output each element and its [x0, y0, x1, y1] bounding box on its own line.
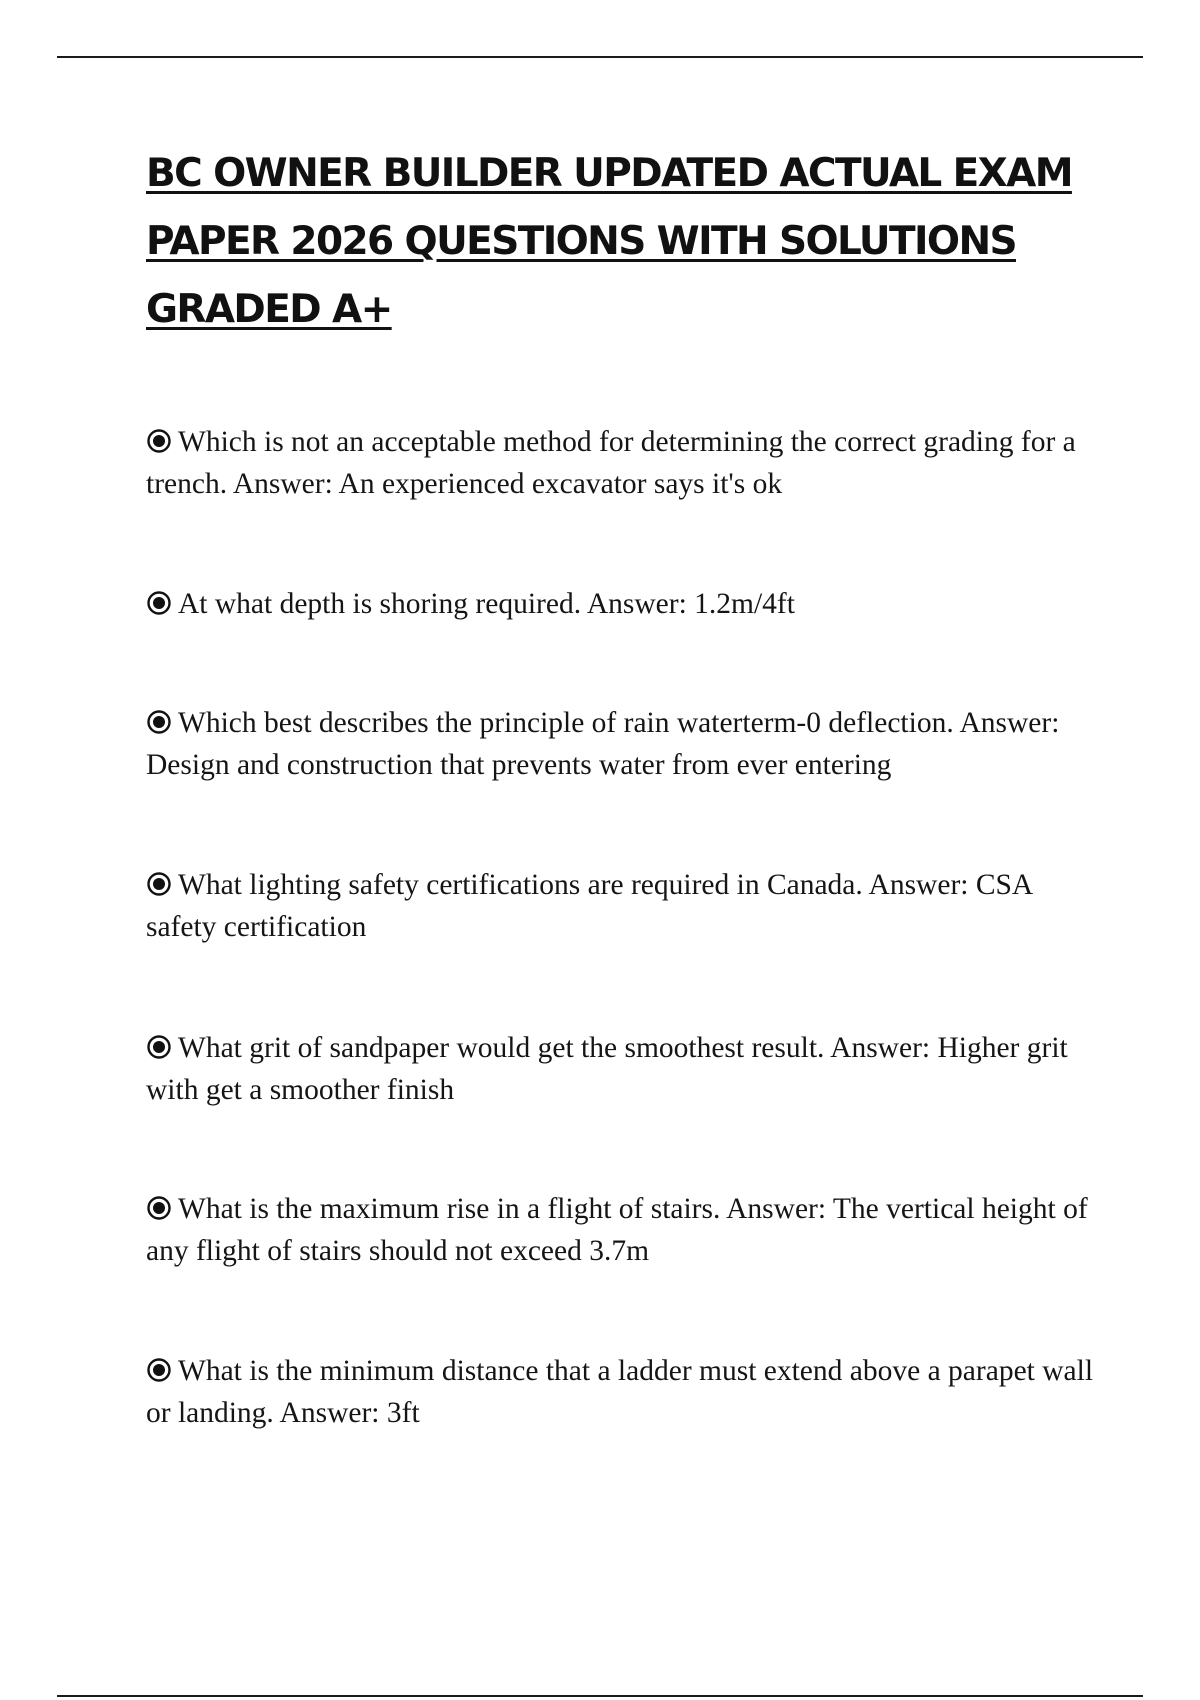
top-rule [57, 56, 1143, 58]
question-text: At what depth is shoring required. Answer: 1.2m/4ft [178, 588, 795, 620]
fisheye-bullet-icon [146, 709, 172, 735]
list-item [146, 702, 1106, 786]
bottom-rule [57, 1695, 1143, 1697]
question-text: Which best describes the principle of rain waterterm-0 deflection. Answer: Design and construction that prevents water from ever entering [146, 707, 1060, 781]
list-item [146, 1350, 1106, 1434]
fisheye-bullet-icon [146, 1357, 172, 1383]
fisheye-bullet-icon [146, 428, 172, 454]
list-item [146, 1027, 1106, 1111]
list-item [146, 864, 1106, 948]
question-text: What is the maximum rise in a flight of stairs. Answer: The vertical height of any flight of stairs should not exceed 3.7m [146, 1193, 1088, 1267]
fisheye-bullet-icon [146, 1195, 172, 1221]
fisheye-bullet-icon [146, 590, 172, 616]
list-item [146, 421, 1106, 505]
question-text: What grit of sandpaper would get the smoothest result. Answer: Higher grit with get a smoother finish [146, 1032, 1068, 1106]
fisheye-bullet-icon [146, 871, 172, 897]
list-item [146, 583, 1106, 625]
fisheye-bullet-icon [146, 1034, 172, 1060]
question-text: Which is not an acceptable method for determining the correct grading for a trench. Answer: An experienced excavator says it's ok [146, 426, 1076, 500]
page-title: BC OWNER BUILDER UPDATED ACTUAL EXAM PAPER 2026 QUESTIONS WITH SOLUTIONS GRADED A+ [146, 151, 1072, 332]
question-text: What is the minimum distance that a ladder must extend above a parapet wall or landing. Answer: 3ft [146, 1355, 1094, 1429]
list-item [146, 1188, 1106, 1272]
question-text: What lighting safety certifications are required in Canada. Answer: CSA safety certification [146, 869, 1032, 943]
